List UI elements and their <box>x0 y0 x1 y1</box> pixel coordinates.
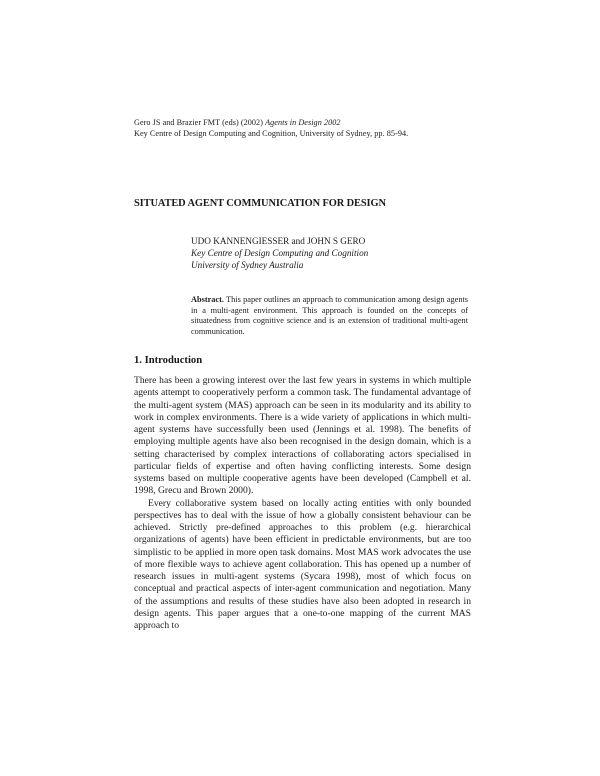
author-affiliation-2: University of Sydney Australia <box>191 260 304 270</box>
author-block <box>191 235 481 271</box>
abstract-label: Abstract. <box>191 295 224 304</box>
citation-editors: Gero JS and Brazier FMT (eds) (2002) <box>134 118 266 127</box>
section-body <box>134 375 471 632</box>
citation-line-2: Key Centre of Design Computing and Cognition, University of Sydney, pp. 85-94. <box>134 129 409 138</box>
author-affiliation-1: Key Centre of Design Computing and Cognition <box>191 248 369 258</box>
abstract <box>191 295 468 337</box>
abstract-text: This paper outlines an approach to communication among design agents in a multi-agent environment. This approach is founded on the concepts of situatedness from cognitive science and is an extension of traditional multi-agent communication. <box>191 295 468 336</box>
body-paragraph-2: Every collaborative system based on locally acting entities with only bounded perspectives has to deal with the issue of how a globally consistent behaviour can be achieved. Strictly pre-defined approaches to this problem (e.g. hierarchical organizations of agents) have been efficient in predictable environments, but are too simplistic to be applied in more open task domains. Most MAS work advocates the use of more flexible ways to achieve agent collaboration. This has opened up a number of research issues in multi-agent systems (Sycara 1998), most of which focus on conceptual and practical aspects of inter-agent communication and negotiation. Many of the assumptions and results of these studies have also been adopted in research in design agents. This paper argues that a one-to-one mapping of the current MAS approach to <box>134 497 471 631</box>
citation-book-title: Agents in Design 2002 <box>265 118 341 127</box>
citation-line-1 <box>134 117 474 128</box>
section-heading: 1. Introduction <box>134 355 203 366</box>
author-names: UDO KANNENGIESSER and JOHN S GERO <box>191 236 366 246</box>
citation-header <box>134 117 474 139</box>
body-paragraph-1: There has been a growing interest over the last few years in systems in which multiple agents attempt to cooperatively perform a common task. The fundamental advantage of the multi-agent system (MAS) approach can be seen in its modularity and its ability to work in complex environments. There is a wide variety of applications in which multi-agent systems have successfully been used (Jennings et al. 1998). The benefits of employing multiple agents have also been recognised in the design domain, which is a setting characterised by complex interactions of collaborating actors specialised in particular fields of expertise and often having conflicting interests. Some design systems based on multiple cooperative agents have been developed (Campbell et al. 1998, Grecu and Brown 2000). <box>134 375 471 497</box>
paper-title: SITUATED AGENT COMMUNICATION FOR DESIGN <box>134 198 386 209</box>
